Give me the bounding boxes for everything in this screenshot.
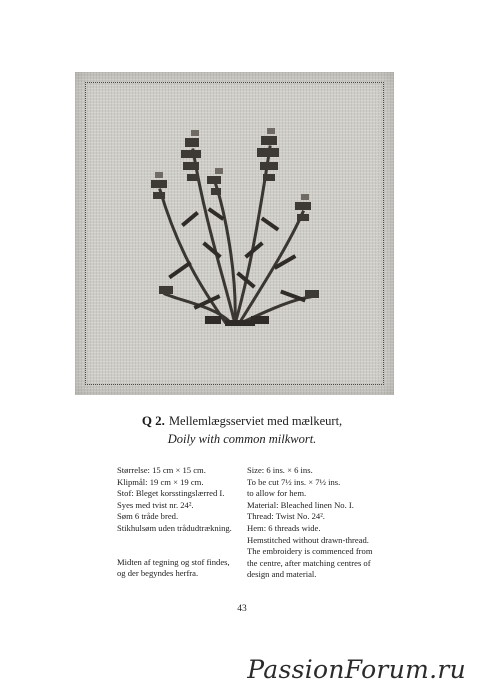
english-line: design and material.: [247, 569, 317, 580]
english-line: Thread: Twist No. 24².: [247, 511, 325, 522]
milkwort-embroidery: [75, 72, 394, 395]
page-number: 43: [237, 604, 247, 614]
danish-line: Søm 6 tråde bred.: [117, 511, 179, 522]
danish-note-line: Midten af tegning og stof findes,: [117, 556, 230, 567]
danish-line: Stof: Bleget korsstingslærred I.: [117, 488, 225, 499]
caption-english: Doily with common milkwort.: [167, 432, 317, 446]
site-watermark: PassionForum.ru: [247, 655, 466, 684]
danish-line: Syes med tvist nr. 24².: [117, 499, 194, 510]
danish-note-line: og der begyndes herfra.: [117, 568, 199, 579]
pattern-code: Q 2.: [141, 413, 165, 428]
english-line: to allow for hem.: [247, 488, 307, 499]
caption-danish: [0, 413, 484, 429]
english-line: Material: Bleached linen No. I.: [247, 499, 354, 510]
english-line: Hemstitched without drawn-thread.: [247, 534, 369, 545]
danish-line: Størrelse: 15 cm × 15 cm.: [117, 465, 206, 475]
danish-line: Stikhulsøm uden trådudtrækning.: [117, 522, 232, 533]
english-instructions: [247, 465, 407, 581]
english-line: Hem: 6 threads wide.: [247, 522, 321, 533]
english-line: the centre, after matching centres of: [247, 557, 371, 568]
english-line: Size: 6 ins. × 6 ins.: [247, 465, 313, 475]
english-line: To be cut 7½ ins. × 7½ ins.: [247, 476, 341, 487]
caption-danish-text: Mellemlægsserviet med mælkeurt,: [168, 414, 343, 428]
english-line: The embroidery is commenced from: [247, 546, 373, 557]
doily-photo: [75, 72, 394, 395]
danish-line: Klipmål: 19 cm × 19 cm.: [117, 476, 204, 487]
